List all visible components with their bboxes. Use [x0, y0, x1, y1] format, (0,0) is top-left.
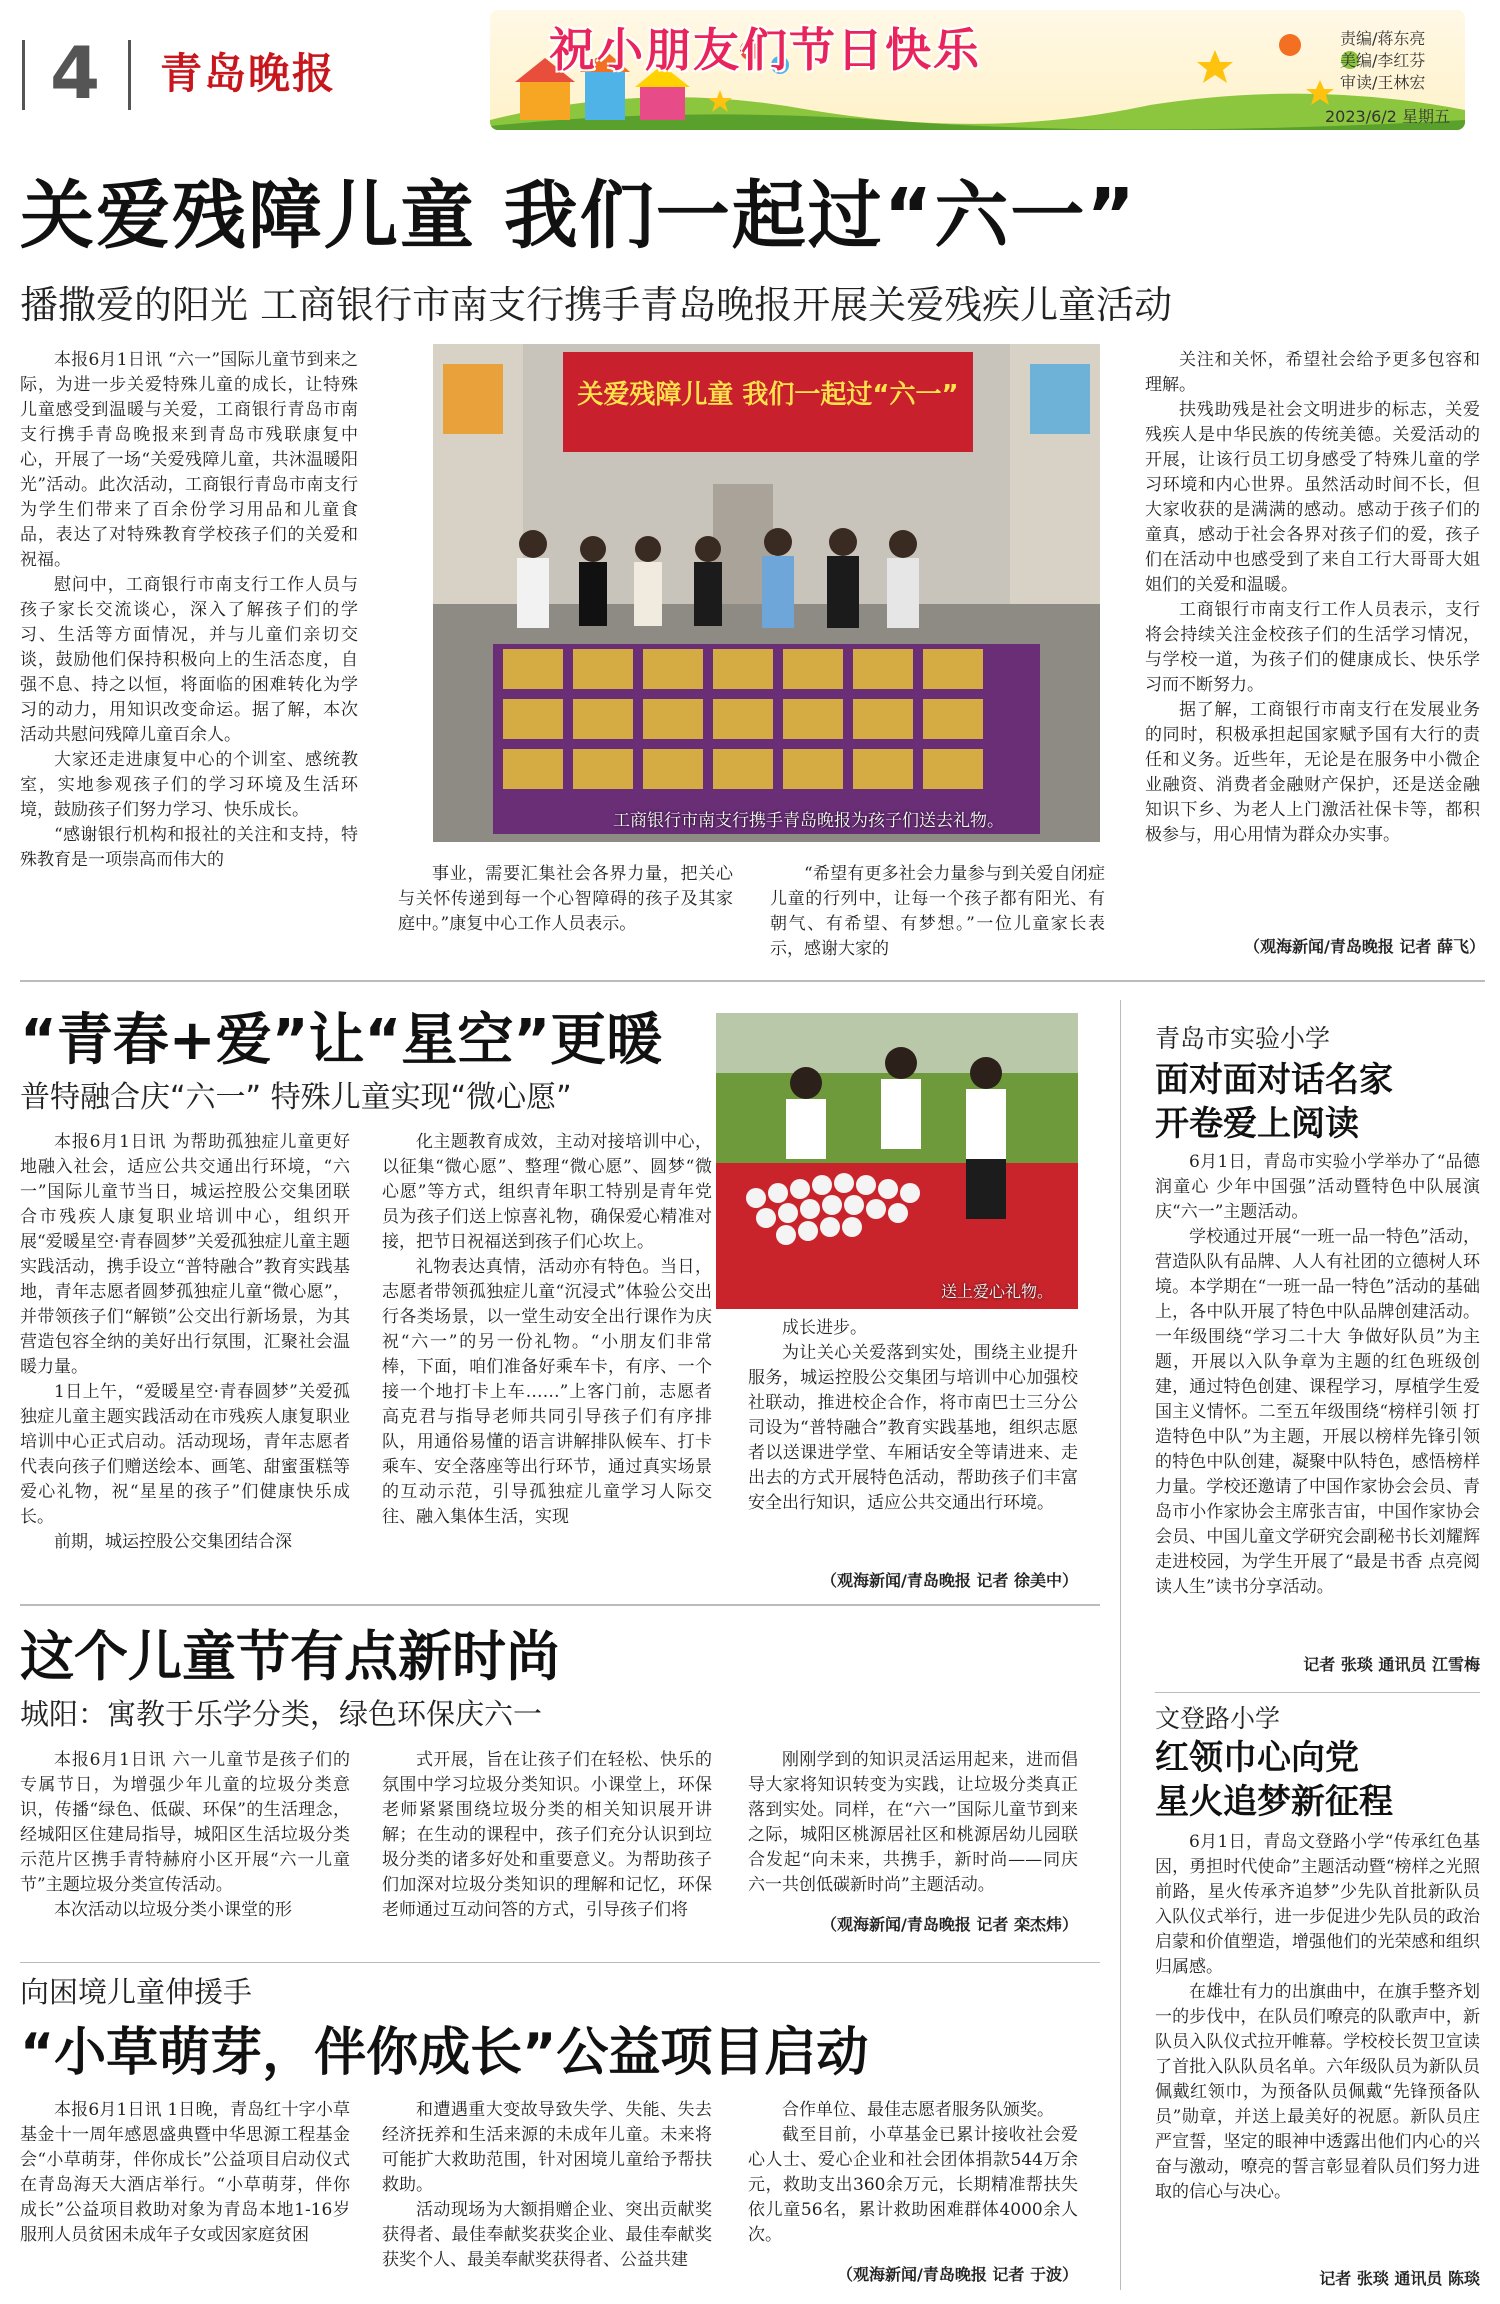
paragraph: 本报6月1日讯 1日晚，青岛红十字小草基金十一周年感恩盛典暨中华思源工程基金会“小草萌芽，伴你成长”公益项目启动仪式在青岛海天大酒店举行。“小草萌芽，伴你成长”公益项目救助对象为青岛本地1-16岁服刑人员贫困未成年子女或因家庭贫困 [20, 2100, 350, 2245]
article5-headline-line1: 面对面对话名家 [1155, 1060, 1393, 1100]
section-divider [20, 1604, 1100, 1606]
paragraph: 前期，城运控股公交集团结合深 [54, 1532, 292, 1552]
article3-column-2 [382, 1748, 712, 1953]
article2-headline: “青春+爱”让“星空”更暖 [20, 1008, 663, 1073]
photo-scene [433, 344, 1100, 842]
paper-name-logo: 青岛晚报 [160, 49, 337, 98]
section-divider [1155, 1692, 1480, 1693]
paragraph: “希望有更多社会力量参与到关爱自闭症儿童的行列中，让每一个孩子都有阳光、有朝气、有希望、有梦想。”一位儿童家长表示，感谢大家的 [770, 864, 1105, 959]
paragraph: 式开展，旨在让孩子们在轻松、快乐的氛围中学习垃圾分类知识。小课堂上，环保老师紧紧围绕垃圾分类的相关知识展开讲解；在生动的课程中，孩子们充分认识到垃圾分类的诸多好处和重要意义。为帮助孩子们加深对垃圾分类知识的理解和记忆，环保老师通过互动问答的方式，引导孩子们将 [382, 1750, 712, 1920]
editor-line: 审读/王林宏 [1340, 73, 1426, 92]
paragraph: 学校通过开展“一班一品一特色”活动，营造队队有品牌、人人有社团的立德树人环境。本学期在“一班一品一特色”活动的基础上，各中队开展了特色中队品牌创建活动。一年级围绕“学习二十大 争做好队员”为主题，开展以入队争章为主题的红色班级创建，通过特色创建、课程学习，厚植学生爱国主义情怀。二至五年级围绕“榜样引领 打造特色中队”为主题，开展以榜样先锋引领的特色中队创建，凝聚中队特色，感悟榜样力量。学校还邀请了中国作家协会会员、青岛市小作家协会主席张吉宙，中国作家协会会员、中国儿童文学研究会副秘书长刘耀辉走进校园，为学生开展了“最是书香 点亮阅读人生”读书分享活动。 [1155, 1227, 1480, 1597]
article5-body [1155, 1150, 1480, 1650]
editor-credits [1340, 28, 1425, 94]
editor-line: 责编/蒋东亮 [1340, 29, 1426, 48]
paragraph: 化主题教育成效，主动对接培训中心，以征集“微心愿”、整理“微心愿”、圆梦“微心愿”等方式，组织青年职工特别是青年党员为孩子们送上惊喜礼物，确保爱心精准对接，把节日祝福送到孩子们心坎上。 [382, 1132, 712, 1252]
paragraph: 在雄壮有力的出旗曲中，在旗手整齐划一的步伐中，在队员们嘹亮的队歌声中，新队员入队仪式拉开帷幕。学校校长贺卫宣读了首批入队队员名单。六年级队员为新队员佩戴红领巾，为预备队员佩戴“先锋预备队员”勋章，并送上最美好的祝愿。新队员庄严宣誓，坚定的眼神中透露出他们内心的兴奋与激动，嘹亮的誓言彰显着队员们努力进取的信心与决心。 [1155, 1982, 1480, 2202]
article1-subhead: 播撒爱的阳光 工商银行市南支行携手青岛晚报开展关爱残疾儿童活动 [20, 283, 1173, 327]
section-divider [20, 1962, 1100, 1963]
paragraph: 活动现场为大额捐赠企业、突出贡献奖获得者、最佳奉献奖获奖企业、最佳奉献奖获奖个人、最美奉献奖获得者、公益共建 [382, 2200, 712, 2270]
article1-credit: （观海新闻/青岛晚报 记者 薛飞） [1244, 937, 1485, 956]
paragraph: “感谢银行机构和报社的关注和支持，特殊教育是一项崇高而伟大的 [20, 825, 358, 870]
masthead-left-rule [22, 40, 25, 110]
article2-column-3 [748, 1316, 1078, 1566]
paragraph: 工商银行市南支行工作人员表示，支行将会持续关注金校孩子们的生活学习情况，与学校一道，为孩子们的健康成长、快乐学习而不断努力。 [1145, 600, 1480, 695]
article5-headline-line2: 开卷爱上阅读 [1155, 1104, 1359, 1144]
paragraph: 和遭遇重大变故导致失学、失能、失去经济抚养和生活来源的未成年儿童。未来将可能扩大救助范围，针对困境儿童给予帮扶救助。 [382, 2100, 712, 2195]
paragraph: 本报6月1日讯 “六一”国际儿童节到来之际，为进一步关爱特殊儿童的成长，让特殊儿童感受到温暖与关爱，工商银行青岛市南支行携手青岛晚报来到青岛市残联康复中心，开展了一场“关爱残障儿童，共沐温暖阳光”活动。此次活动，工商银行青岛市南支行为学生们带来了百余份学习用品和儿童食品，表达了对特殊教育学校孩子们的关爱和祝福。 [20, 350, 358, 570]
page-number: 4 [50, 31, 101, 115]
paragraph: 成长进步。 [782, 1318, 867, 1338]
paragraph: 截至目前，小草基金已累计接收社会爱心人士、爱心企业和社会团体捐款544万余元，救助支出360余万元，长期精准帮扶失依儿童56名，累计救助困难群体4000余人次。 [748, 2125, 1078, 2245]
paragraph: 大家还走进康复中心的个训室、感统教室，实地参观孩子们的学习环境及生活环境，鼓励孩子们努力学习、快乐成长。 [20, 750, 358, 820]
paragraph: 本报6月1日讯 为帮助孤独症儿童更好地融入社会，适应公共交通出行环境，“六一”国际儿童节当日，城运控股公交集团联合市残疾人康复职业培训中心，组织开展“爱暖星空·青春圆梦”关爱孤独症儿童主题实践活动，携手设立“普特融合”教育实践基地，青年志愿者圆梦孤独症儿童“微心愿”，并带领孩子们“解锁”公交出行新场景，为其营造包容全纳的美好出行氛围，汇聚社会温暖力量。 [20, 1132, 350, 1377]
article2-column-2 [382, 1130, 712, 1590]
banner-title: 祝小朋友们节日快乐 [549, 23, 981, 77]
article4-kicker: 向困境儿童伸援手 [20, 1975, 253, 2009]
article3-column-1 [20, 1748, 350, 1953]
article4-column-3 [748, 2098, 1078, 2258]
paragraph: 1日上午，“爱暖星空·青春圆梦”关爱孤独症儿童主题实践活动在市残疾人康复职业培训中心正式启动。活动现场，青年志愿者代表向孩子们赠送绘本、画笔、甜蜜蛋糕等爱心礼物，祝“星星的孩子”们健康快乐成长。 [20, 1382, 350, 1527]
masthead [0, 0, 1500, 140]
issue-date: 2023/6/2 星期五 [1325, 107, 1450, 126]
paragraph: 为让关心关爱落到实处，围绕主业提升服务，城运控股公交集团与培训中心加强校社联动，推进校企合作，将市南巴士三分公司设为“普特融合”教育实践基地，组织志愿者以送课进学堂、车厢话安全等请进来、走出去的方式开展特色活动，帮助孩子们丰富安全出行知识，适应公共交通出行环境。 [748, 1343, 1078, 1513]
article4-column-2 [382, 2098, 712, 2298]
article2-subhead: 普特融合庆“六一” 特殊儿童实现“微心愿” [20, 1080, 572, 1115]
paragraph: 事业，需要汇集社会各界力量，把关心与关怀传递到每一个心智障碍的孩子及其家庭中。”康复中心工作人员表示。 [398, 864, 733, 934]
article3-headline: 这个儿童节有点新时尚 [20, 1625, 560, 1688]
section-divider [20, 980, 1485, 982]
photo-banner-text: 关爱残障儿童 我们一起过“六一” [577, 380, 959, 410]
masthead-mid-rule [128, 40, 131, 110]
article6-headline-line1: 红领巾心向党 [1155, 1738, 1359, 1778]
article1-photo-caption: 工商银行市南支行携手青岛晚报为孩子们送去礼物。 [613, 811, 1004, 831]
article6-credit: 记者 张琰 通讯员 陈琰 [1319, 2269, 1480, 2288]
article4-headline: “小草萌芽，伴你成长”公益项目启动 [20, 2023, 869, 2083]
festive-banner [490, 10, 1465, 130]
column-divider [1120, 1000, 1121, 2290]
article6-body [1155, 1830, 1480, 2260]
article6-headline-line2: 星火追梦新征程 [1155, 1782, 1393, 1822]
editor-line: 美编/李红芬 [1340, 51, 1426, 70]
article1-column-4 [1145, 348, 1480, 928]
article4-column-1 [20, 2098, 350, 2298]
paragraph: 关注和关怀，希望社会给予更多包容和理解。 [1145, 350, 1480, 395]
paragraph: 刚刚学到的知识灵活运用起来，进而倡导大家将知识转变为实践，让垃圾分类真正落到实处。同样，在“六一”国际儿童节到来之际，城阳区桃源居社区和桃源居幼儿园联合发起“向未来，共携手，新时尚——同庆六一共创低碳新时尚”主题活动。 [748, 1750, 1078, 1895]
article3-column-3 [748, 1748, 1078, 1908]
article1-column-1 [20, 348, 358, 958]
article5-credit: 记者 张琰 通讯员 江雪梅 [1303, 1655, 1480, 1674]
article5-kicker: 青岛市实验小学 [1155, 1024, 1331, 1053]
paragraph: 慰问中，工商银行市南支行工作人员与孩子家长交流谈心，深入了解孩子们的学习、生活等方面情况，并与儿童们亲切交谈，鼓励他们保持积极向上的生活态度，自强不息、持之以恒，将面临的困难转化为学习的动力，用知识改变命运。据了解，本次活动共慰问残障儿童百余人。 [20, 575, 358, 745]
paragraph: 6月1日，青岛市实验小学举办了“品德润童心 少年中国强”活动暨特色中队展演庆“六一”主题活动。 [1155, 1152, 1480, 1222]
article1-column-2 [398, 862, 733, 962]
article4-credit: （观海新闻/青岛晚报 记者 于波） [837, 2265, 1078, 2284]
paragraph: 礼物表达真情，活动亦有特色。当日，志愿者带领孤独症儿童“沉浸式”体验公交出行各类场景，以一堂生动安全出行课作为庆祝“六一”的另一份礼物。“小朋友们非常棒，下面，咱们准备好乘车卡，有序、一个接一个地打卡上车……”上客门前，志愿者高克君与指导老师共同引导孩子们有序排队，用通俗易懂的语言讲解排队候车、打卡乘车、安全落座等出行环节，通过真实场景的互动示范，引导孤独症儿童学习人际交往、融入集体生活，实现 [382, 1257, 712, 1527]
article2-photo [716, 1013, 1078, 1309]
article3-subhead: 城阳：寓教于乐学分类，绿色环保庆六一 [20, 1697, 543, 1731]
paragraph: 据了解，工商银行市南支行在发展业务的同时，积极承担起国家赋予国有大行的责任和义务。近些年，无论是在服务中小微企业融资、消费者金融财产保护，还是送金融知识下乡、为老人上门激活社保卡等，都积极参与，用心用情为群众办实事。 [1145, 700, 1480, 845]
article2-column-1 [20, 1130, 350, 1590]
article3-credit: （观海新闻/青岛晚报 记者 栾杰炜） [821, 1915, 1078, 1934]
paragraph: 6月1日，青岛文登路小学“传承红色基因，勇担时代使命”主题活动暨“榜样之光照前路，星火传承齐追梦”少先队首批新队员入队仪式举行，进一步促进少先队员的政治启蒙和价值塑造，增强他们的光荣感和组织归属感。 [1155, 1832, 1480, 1977]
article1-column-3 [770, 862, 1105, 962]
paragraph: 本次活动以垃圾分类小课堂的形 [54, 1900, 292, 1920]
article2-photo-caption: 送上爱心礼物。 [941, 1282, 1054, 1301]
paragraph: 扶残助残是社会文明进步的标志，关爱残疾人是中华民族的传统美德。关爱活动的开展，让该行员工切身感受了特殊儿童的学习环境和内心世界。虽然活动时间不长，但大家收获的是满满的感动。感动于孩子们的童真，感动于社会各界对孩子们的爱，孩子们在活动中也感受到了来自工行大哥哥大姐姐们的关爱和温暖。 [1145, 400, 1480, 595]
paragraph: 合作单位、最佳志愿者服务队颁奖。 [782, 2100, 1054, 2120]
paragraph: 本报6月1日讯 六一儿童节是孩子们的专属节日，为增强少年儿童的垃圾分类意识，传播“绿色、低碳、环保”的生活理念，经城阳区住建局指导，城阳区生活垃圾分类示范片区携手青特赫府小区开展“六一儿童节”主题垃圾分类宣传活动。 [20, 1750, 350, 1895]
article1-headline: 关爱残障儿童 我们一起过“六一” [20, 173, 1138, 259]
article6-kicker: 文登路小学 [1155, 1704, 1281, 1733]
photo-scene [716, 1013, 1078, 1309]
article2-credit: （观海新闻/青岛晚报 记者 徐美中） [821, 1571, 1078, 1590]
article1-photo [433, 344, 1100, 842]
